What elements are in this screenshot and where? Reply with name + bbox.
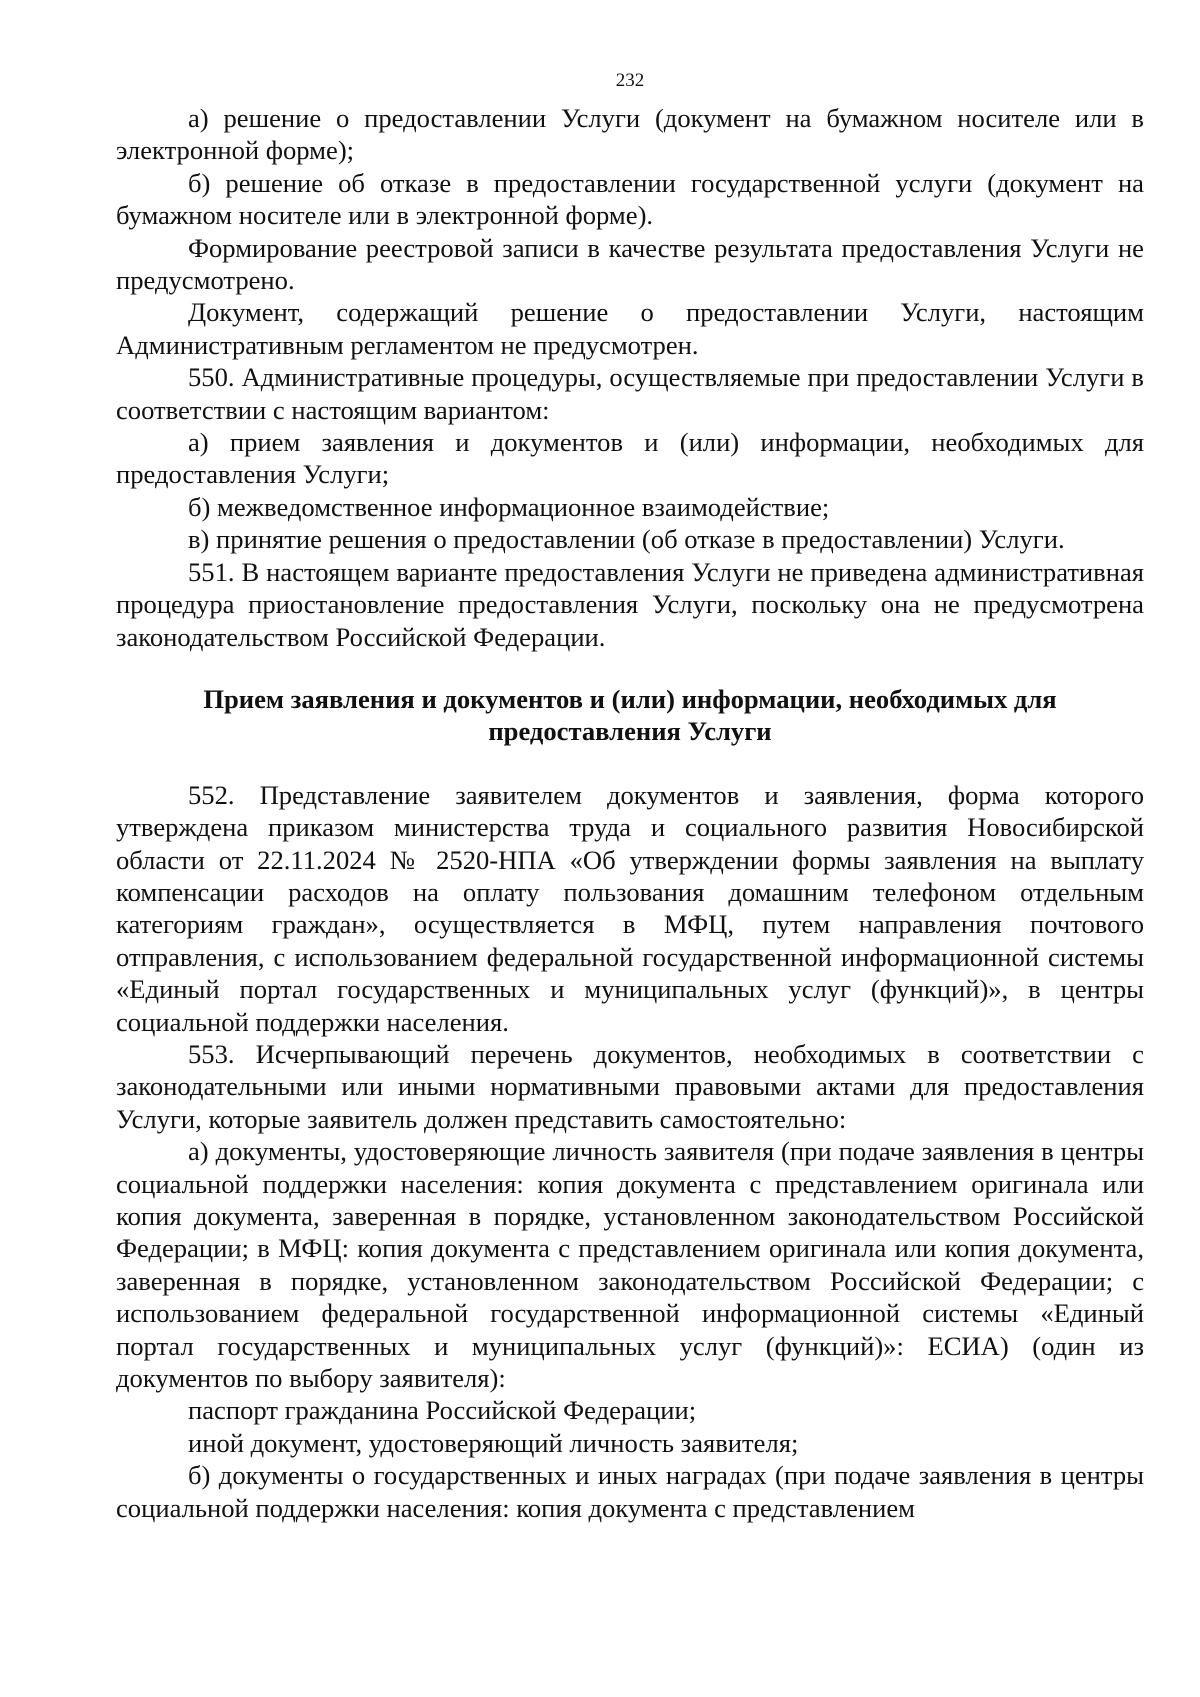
paragraph-registry-record: Формирование реестровой записи в качестве результата предоставления Услуги не предусмотрено. (116, 232, 1144, 296)
section-heading: Прием заявления и документов и (или) информации, необходимых для предоставления Услуги (203, 683, 1057, 747)
paragraph-552: 552. Представление заявителем документов и заявления, форма которого утверждена приказом министерства труда и социального развития Новосибирской области от 22.11.2024 № 2520-НПА «Об утверждении формы заявления на выплату компенсации расходов на оплату пользования домашним телефоном отдельным категориям граждан», осуществляется в МФЦ, путем направления почтового отправления, с использованием федеральной государственной информационной системы «Единый портал государственных и муниципальных услуг (функций)», в центры социальной поддержки населения. (116, 779, 1144, 1037)
paragraph-553: 553. Исчерпывающий перечень документов, необходимых в соответствии с законодательными или иными нормативными правовыми актами для предоставления Услуги, которые заявитель должен представить самостоятельно: (116, 1038, 1144, 1134)
paragraph-551: 551. В настоящем варианте предоставления Услуги не приведена административная процедура приостановление предоставления Услуги, поскольку она не предусмотрена законодательством Российской Федерации. (116, 556, 1144, 652)
paragraph-550: 550. Административные процедуры, осуществляемые при предоставлении Услуги в соответствии с настоящим вариантом: (116, 362, 1144, 425)
paragraph-550-a: а) прием заявления и документов и (или) информации, необходимых для предоставления Услуги; (116, 427, 1144, 490)
paragraph-553-a: а) документы, удостоверяющие личность заявителя (при подаче заявления в центры социальной поддержки населения: копия документа с представлением оригинала или копия документа, заверенная в порядке, установленном законодательством Российской Федерации; в МФЦ: копия документа с представлением оригинала или копия документа, заверенная в порядке, установленном законодательством Российской Федерации; с использованием федеральной государственной информационной системы «Единый портал государственных и муниципальных услуг (функций)»: ЕСИА) (один из документов по выбору заявителя): (116, 1136, 1144, 1394)
paragraph-decision-document: Документ, содержащий решение о предоставлении Услуги, настоящим Административным регламентом не предусмотрен. (116, 297, 1144, 360)
paragraph-result-b: б) решение об отказе в предоставлении государственной услуги (документ на бумажном носителе или в электронной форме). (116, 167, 1144, 231)
paragraph-result-a: а) решение о предоставлении Услуги (документ на бумажном носителе или в электронной форме); (116, 103, 1144, 166)
paragraph-other-id: иной документ, удостоверяющий личность заявителя; (188, 1427, 799, 1458)
paragraph-550-b: б) межведомственное информационное взаимодействие; (188, 491, 830, 522)
document-page (116, 70, 1144, 1524)
paragraph-550-c: в) принятие решения о предоставлении (об отказе в предоставлении) Услуги. (188, 524, 1065, 555)
paragraph-passport: паспорт гражданина Российской Федерации; (188, 1395, 697, 1426)
paragraph-553-b: б) документы о государственных и иных наградах (при подаче заявления в центры социальной поддержки населения: копия документа с представлением (116, 1460, 1144, 1523)
page-number: 232 (615, 70, 645, 91)
